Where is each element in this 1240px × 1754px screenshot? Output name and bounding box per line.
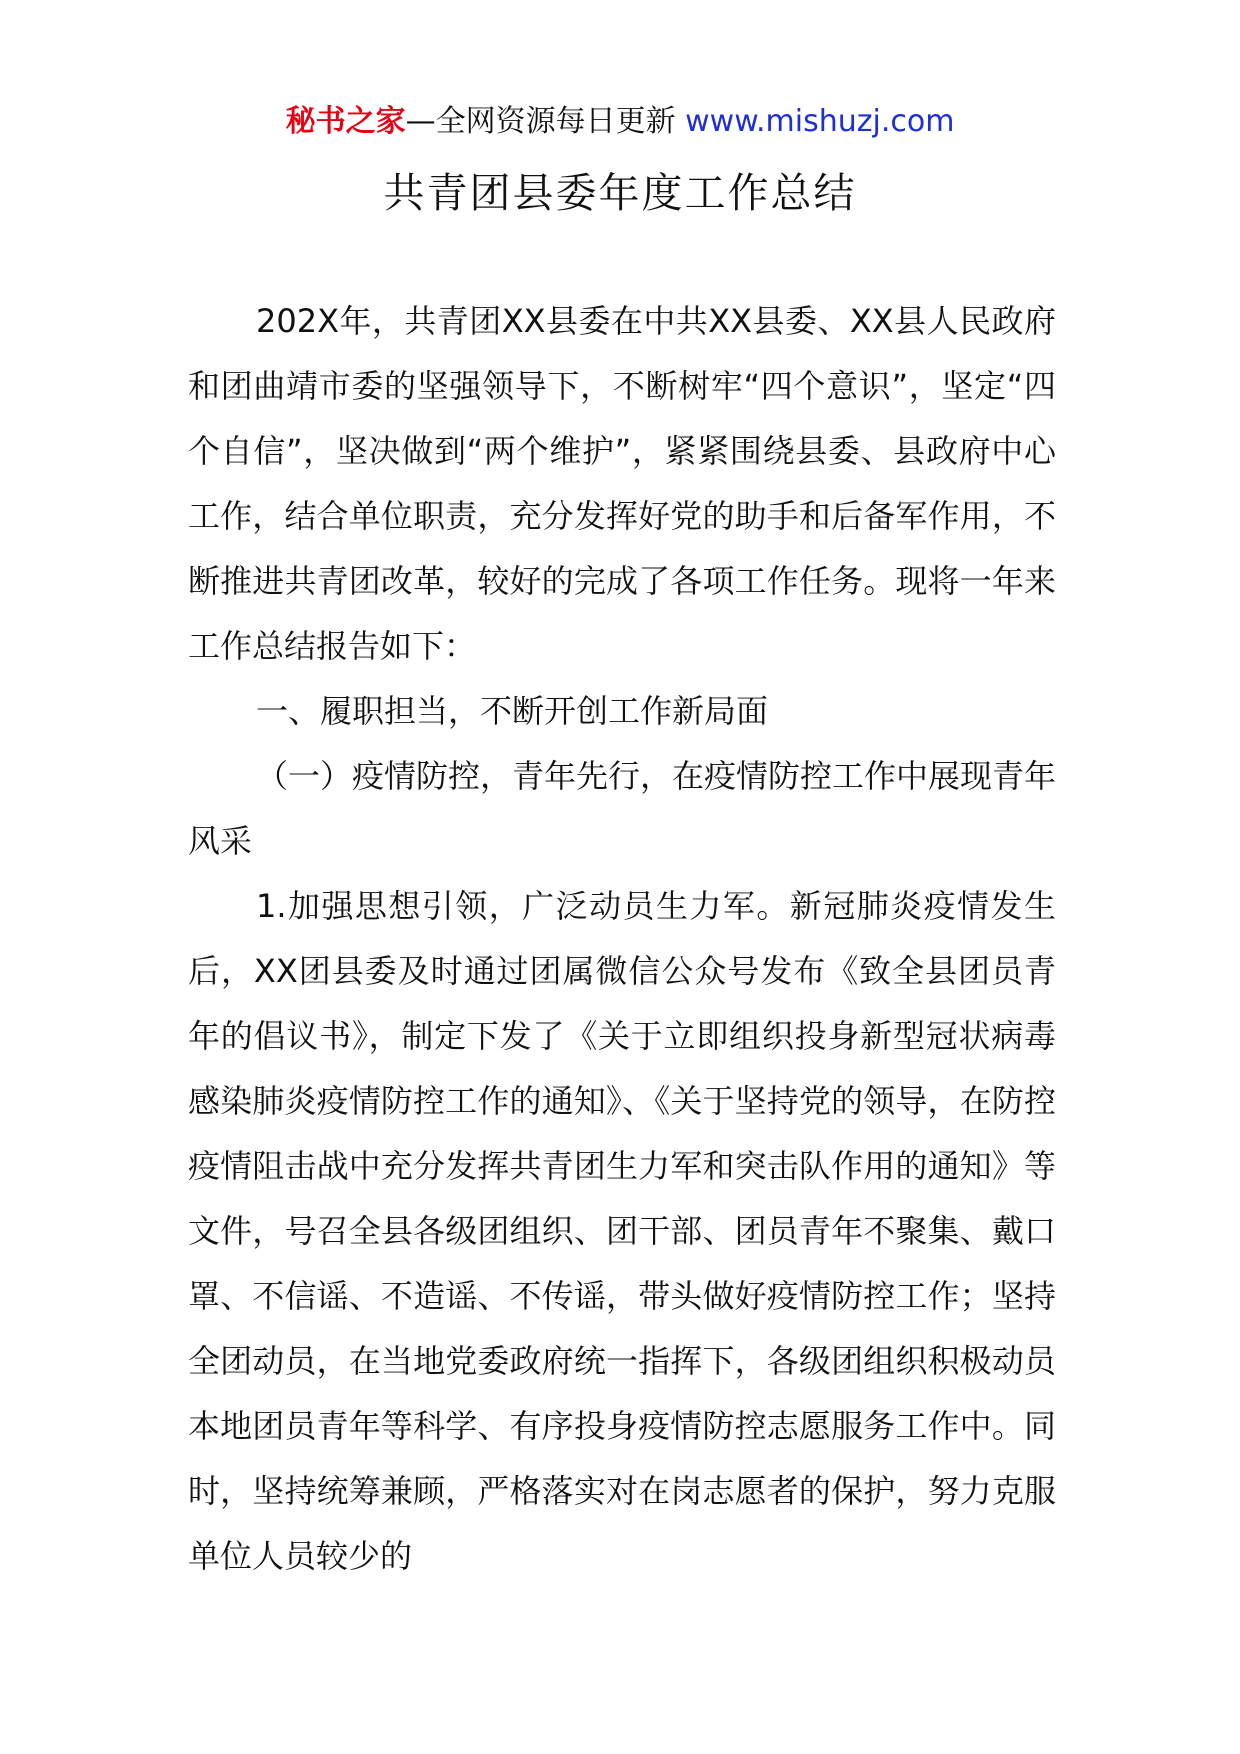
section-heading-1: 一、履职担当，不断开创工作新局面 <box>256 692 769 730</box>
subsection-heading-1: （一）疫情防控，青年先行，在疫情防控工作中展现青年风采 <box>188 757 1057 860</box>
document-title: 共青团县委年度工作总结 <box>383 169 857 217</box>
site-url-link[interactable]: www.mishuzj.com <box>685 104 955 139</box>
site-header <box>0 100 1240 144</box>
document-body <box>188 289 1056 1589</box>
header-tagline: —全网资源每日更新 <box>405 104 686 139</box>
brand-name: 秘书之家 <box>285 104 406 139</box>
paragraph-intro: 202X年，共青团XX县委在中共XX县委、XX县人民政府和团曲靖市委的坚强领导下，不断树牢“四个意识”，坚定“四个自信”，坚决做到“两个维护”，紧紧围绕县委、县政府中心工作，结合单位职责，充分发挥好党的助手和后备军作用，不断推进共青团改革，较好的完成了各项工作任务。现将一年来工作总结报告如下： <box>188 302 1056 665</box>
paragraph-item-1: 1.加强思想引领，广泛动员生力军。新冠肺炎疫情发生后，XX团县委及时通过团属微信公众号发布《致全县团员青年的倡议书》，制定下发了《关于立即组织投身新型冠状病毒感染肺炎疫情防控工作的通知》、《关于坚持党的领导，在防控疫情阻击战中充分发挥共青团生力军和突击队作用的通知》等文件，号召全县各级团组织、团干部、团员青年不聚集、戴口罩、不信谣、不造谣、不传谣，带头做好疫情防控工作；坚持全团动员，在当地党委政府统一指挥下，各级团组织积极动员本地团员青年等科学、有序投身疫情防控志愿服务工作中。同时，坚持统筹兼顾，严格落实对在岗志愿者的保护，努力克服单位人员较少的 <box>188 887 1056 1575</box>
